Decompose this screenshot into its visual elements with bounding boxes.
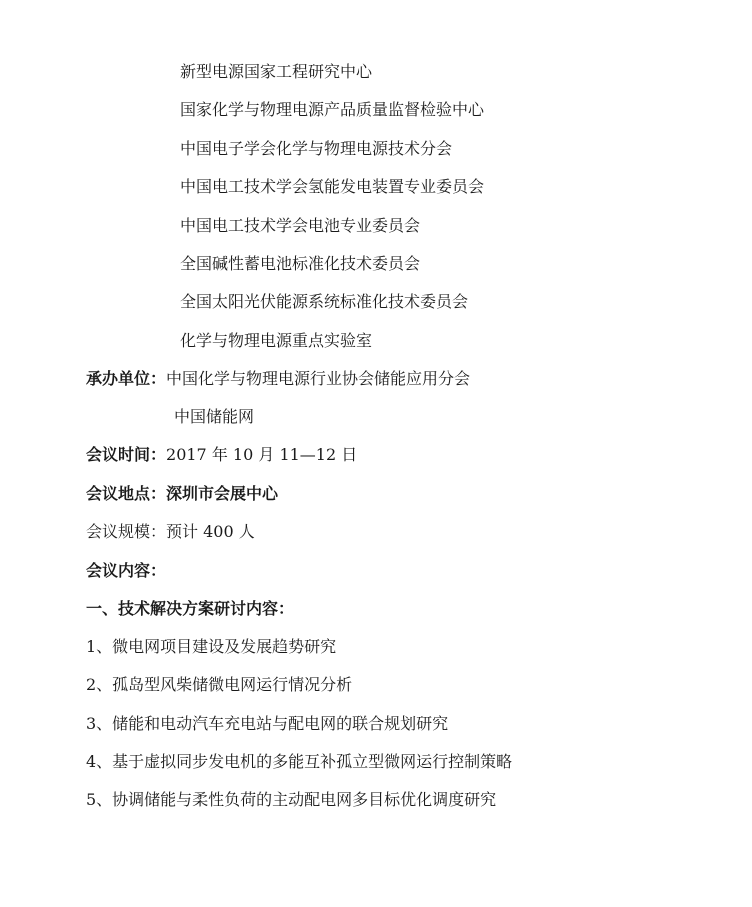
- meeting-place-value: 深圳市会展中心: [166, 484, 279, 503]
- host-label: 承办单位：: [86, 369, 167, 388]
- meeting-content-label: 会议内容：: [86, 561, 167, 580]
- organizer-item: 新型电源国家工程研究中心: [180, 62, 373, 81]
- section-title: 一、技术解决方案研讨内容：: [86, 599, 295, 618]
- meeting-time-label: 会议时间：: [86, 445, 167, 464]
- meeting-scale-label: 会议规模：: [86, 522, 167, 541]
- meeting-place-label: 会议地点：: [86, 484, 167, 503]
- organizer-item: 化学与物理电源重点实验室: [180, 331, 373, 350]
- list-item: 3、储能和电动汽车充电站与配电网的联合规划研究: [86, 714, 449, 733]
- meeting-scale-row: [86, 522, 255, 542]
- list-item: 2、孤岛型风柴储微电网运行情况分析: [86, 675, 353, 694]
- meeting-time-value: 2017 年 10 月 11—12 日: [166, 445, 358, 464]
- meeting-time-row: [86, 445, 357, 465]
- list-item: 4、基于虚拟同步发电机的多能互补孤立型微网运行控制策略: [86, 752, 513, 771]
- list-item: 5、协调储能与柔性负荷的主动配电网多目标优化调度研究: [86, 790, 497, 809]
- organizer-item: 中国电子学会化学与物理电源技术分会: [180, 139, 453, 158]
- organizer-item: 中国电工技术学会电池专业委员会: [180, 216, 421, 235]
- host-row: [86, 369, 470, 389]
- organizer-item: 中国电工技术学会氢能发电装置专业委员会: [180, 177, 485, 196]
- host-unit: 中国化学与物理电源行业协会储能应用分会: [166, 369, 471, 388]
- host-unit: 中国储能网: [174, 407, 255, 426]
- list-item: 1、微电网项目建设及发展趋势研究: [86, 637, 337, 656]
- meeting-place-row: [86, 484, 278, 504]
- meeting-scale-value: 预计 400 人: [166, 522, 255, 541]
- organizer-item: 全国碱性蓄电池标准化技术委员会: [180, 254, 421, 273]
- organizer-item: 国家化学与物理电源产品质量监督检验中心: [180, 100, 485, 119]
- organizer-item: 全国太阳光伏能源系统标准化技术委员会: [180, 292, 469, 311]
